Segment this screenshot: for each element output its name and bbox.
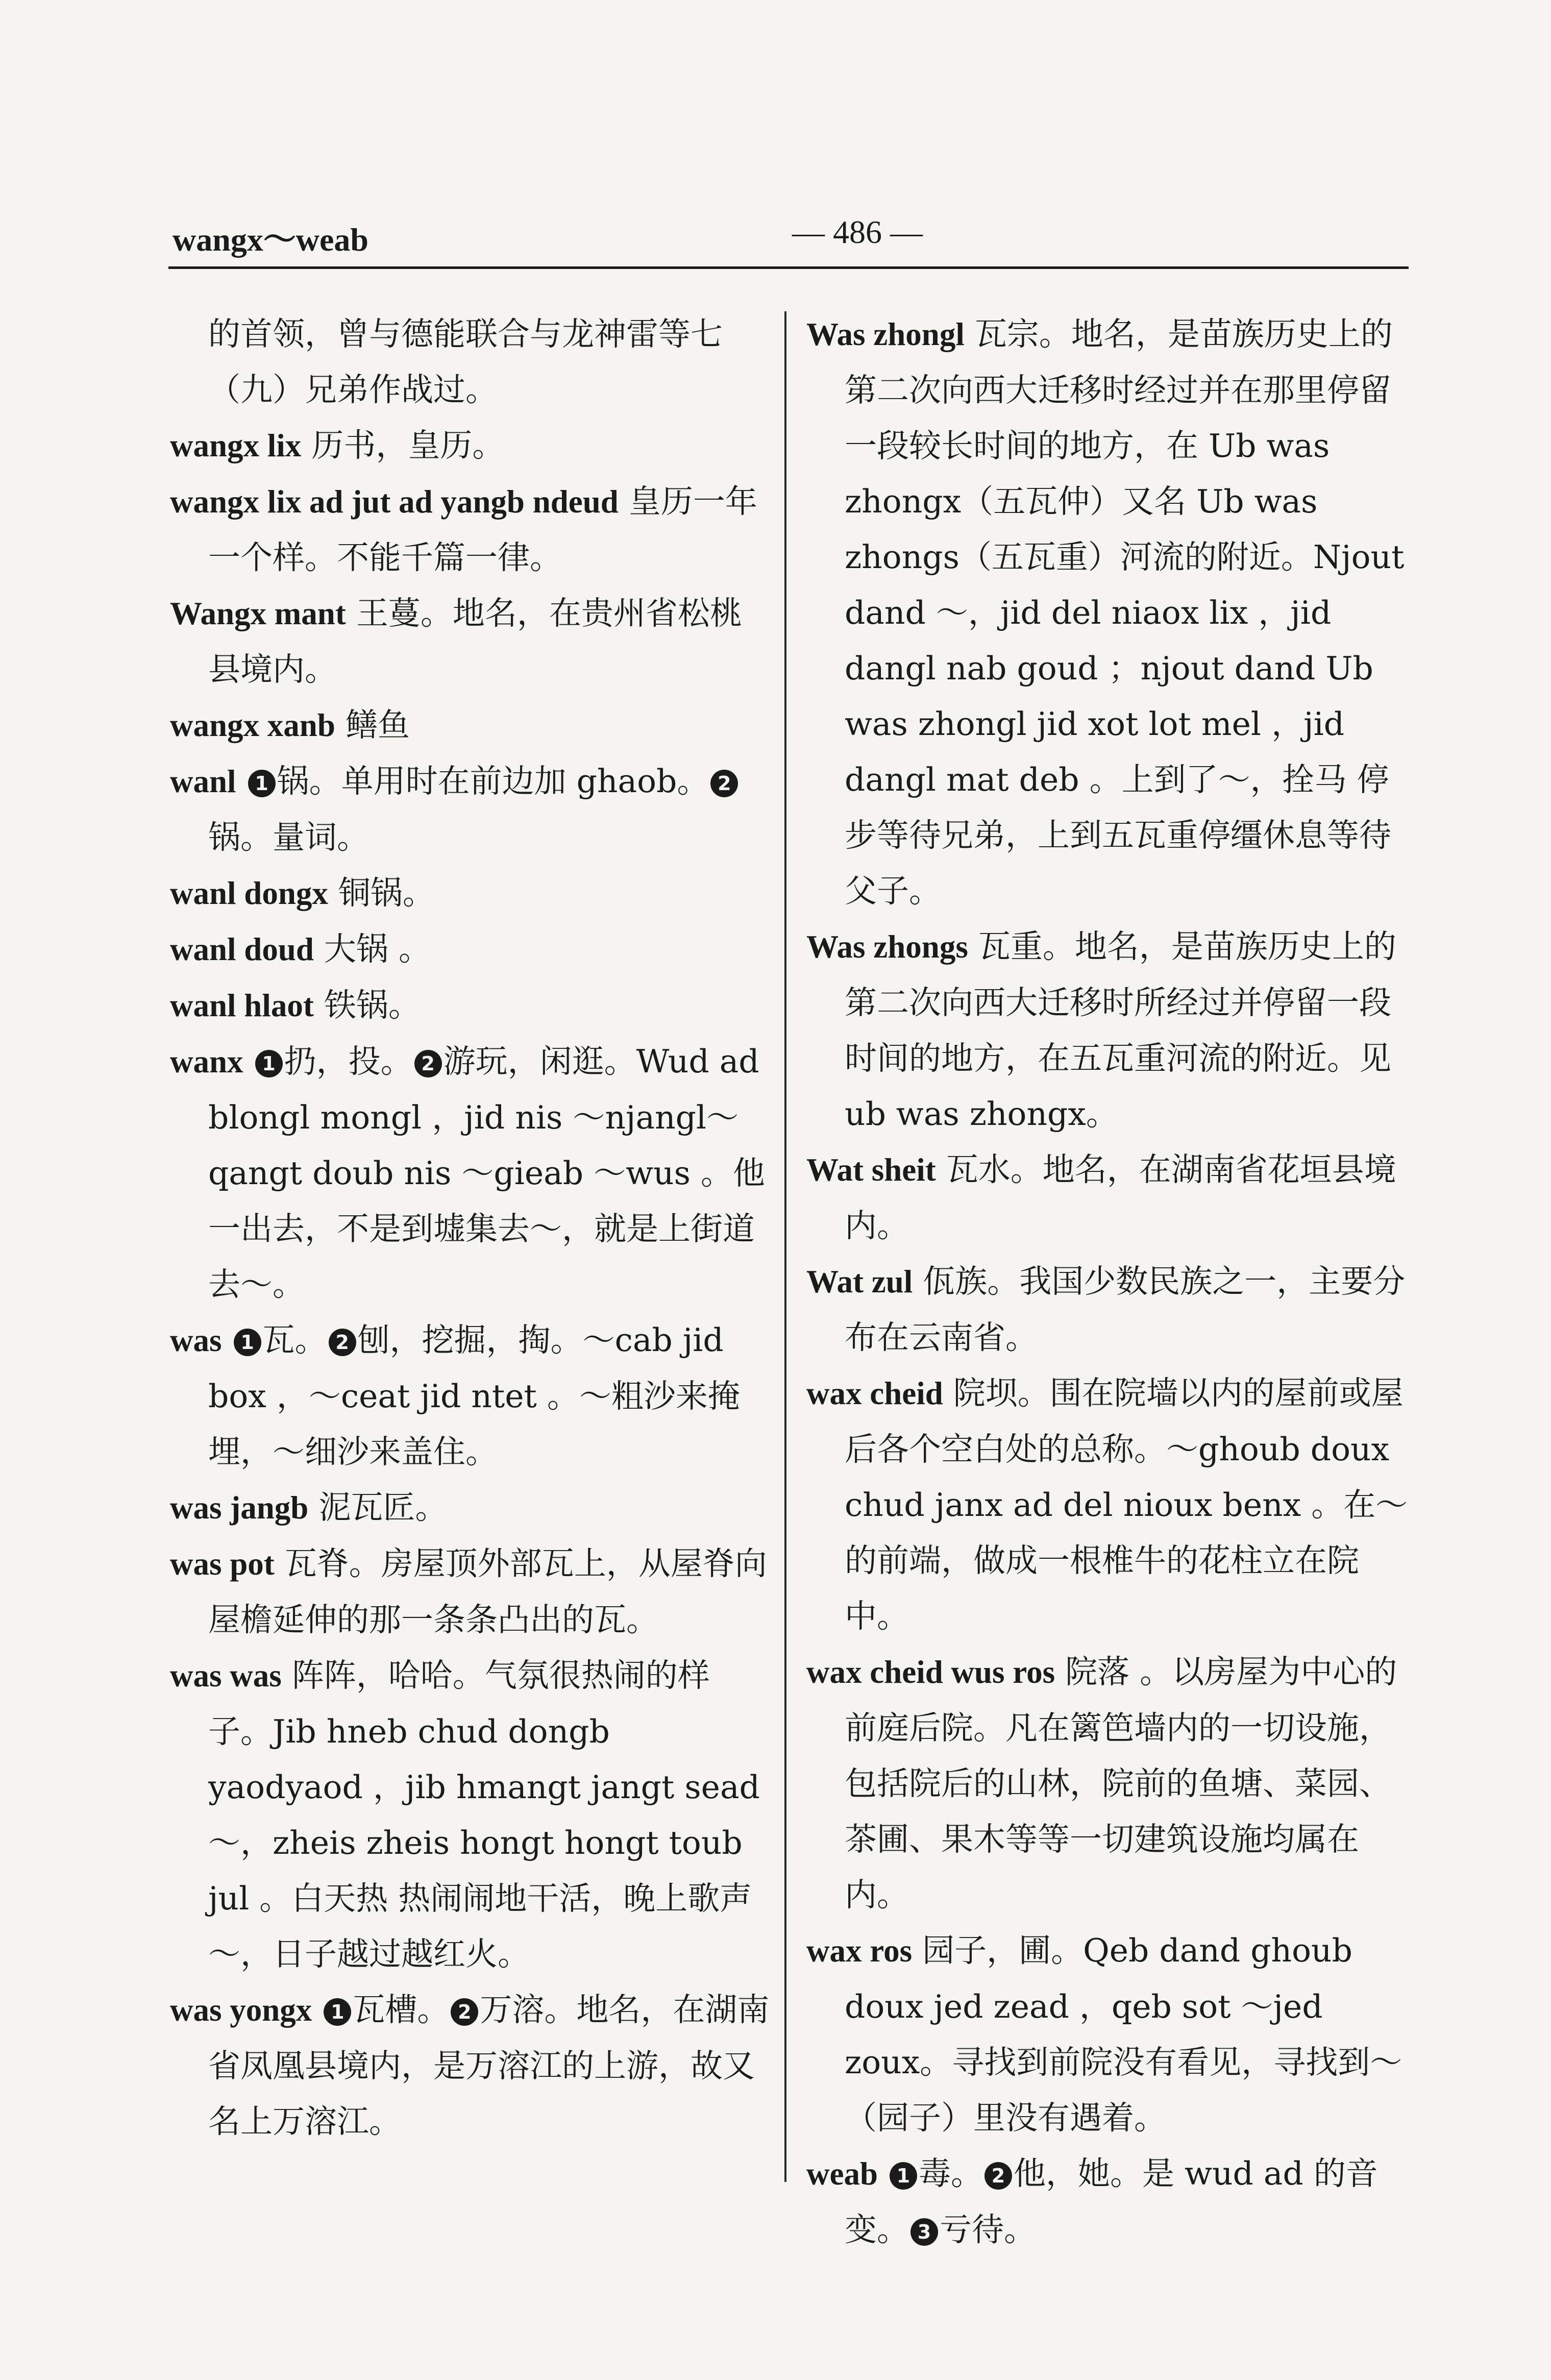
sense-number-marker: 1: [248, 770, 276, 797]
sense-text: 亏待。: [940, 2211, 1036, 2248]
headword: wangx xanb: [170, 707, 335, 743]
page-number: — 486 —: [792, 214, 923, 250]
headword: Was zhongl: [806, 316, 965, 352]
headword: wanx: [170, 1044, 243, 1079]
dictionary-entry: [170, 865, 771, 921]
sense-number-marker: 1: [234, 1329, 261, 1356]
headword: Wangx mant: [170, 596, 346, 631]
header-rule: [168, 266, 1409, 269]
definition: 阵阵，哈哈。气氛很热闹的样子。Jib hneb chud dongb yaodyaod ，jib hmangt jangt sead ～，zheis zheis hongt hongt toub jul 。白天热 热闹闹地干活，晚上歌声～，日子越过越红火。: [208, 1657, 760, 1973]
left-column: [170, 306, 771, 2149]
dictionary-entry: [806, 1923, 1409, 2146]
headword: weab: [806, 2156, 878, 2192]
definition: 瓦脊。房屋顶外部瓦上，从屋脊向屋檐延伸的那一条条凸出的瓦。: [208, 1545, 767, 1638]
definition: 皇历一年一个样。不能千篇一律。: [208, 483, 757, 576]
dictionary-entry: [806, 1644, 1409, 1923]
definition: 铜锅。: [328, 874, 435, 912]
sense-number-marker: 1: [890, 2162, 917, 2190]
sense-number-marker: 3: [910, 2218, 938, 2246]
sense-text: 扔，投。: [284, 1043, 413, 1080]
dictionary-entry: [170, 418, 771, 474]
definition: 王蔓。地名，在贵州省松桃县境内。: [208, 595, 742, 688]
dictionary-entry: [170, 1982, 771, 2149]
dictionary-entry: [170, 977, 771, 1034]
sense-number-marker: 1: [255, 1050, 283, 1077]
column-divider: [784, 311, 786, 2182]
headword: wax ros: [806, 1933, 913, 1969]
headword: wanl hlaot: [170, 988, 314, 1023]
sense-text: 锅。量词。: [208, 819, 369, 856]
sense-text: 游玩，闲逛。Wud ad blongl mongl ，jid nis ～njangl～qangt doub nis ～gieab ～wus 。他一出去，不是到墟集去～，就是上街道去～。: [208, 1043, 765, 1303]
headword: wax cheid: [806, 1376, 943, 1411]
sense-number-marker: 2: [984, 2162, 1012, 2190]
dictionary-entry: [170, 921, 771, 977]
sense-number-marker: 2: [329, 1329, 356, 1356]
page-header: [168, 209, 1409, 271]
definition: 园子，圃。Qeb dand ghoub doux jed zead ，qeb sot ～jed zoux。寻找到前院没有看见，寻找到～（园子）里没有遇着。: [845, 1932, 1402, 2137]
dictionary-entry: [170, 1480, 771, 1536]
dictionary-entry: [806, 919, 1409, 1142]
sense-text: 刨，挖掘，掏。～cab jid box ，～ceat jid ntet 。～粗沙来掩埋，～细沙来盖住。: [208, 1321, 740, 1470]
definition: 佤族。我国少数民族之一，主要分布在云南省。: [845, 1263, 1406, 1356]
headword: Wat zul: [806, 1264, 913, 1299]
sense-text: 他，她。是 wud ad 的音变。: [845, 2155, 1378, 2248]
headword: was pot: [170, 1546, 275, 1582]
dictionary-entry: [806, 1254, 1409, 1365]
dictionary-entry: [170, 753, 771, 865]
dictionary-entry: [170, 697, 771, 753]
headword: was yongx: [170, 1992, 312, 2028]
definition: 院落 。以房屋为中心的前庭后院。凡在篱笆墙内的一切设施，包括院后的山林，院前的鱼塘、菜园、茶圃、果木等等一切建筑设施均属在内。: [845, 1653, 1397, 1913]
headword: wax cheid wus ros: [806, 1654, 1055, 1690]
continued-entry: [170, 306, 771, 418]
sense-number-marker: 2: [451, 1998, 478, 2026]
dictionary-entry: [170, 585, 771, 697]
sense-text: 瓦。: [262, 1321, 327, 1359]
definition: 瓦宗。地名，是苗族历史上的第二次向西大迁移时经过并在那里停留一段较长时间的地方，在 Ub was zhongx（五瓦仲）又名 Ub was zhongs（五瓦重）河流的附近。Njout dand ～，jid del niaox lix ，jid dangl nab goud ；njout dand Ub was zhongl jid xot lot mel ，jid dangl mat deb 。上到了～，拴马 停步等待兄弟，上到五瓦重停缰休息等待父子。: [845, 315, 1405, 910]
headword: Wat sheit: [806, 1152, 936, 1188]
dictionary-entry: [806, 1365, 1409, 1644]
definition: 瓦重。地名，是苗族历史上的第二次向西大迁移时所经过并停留一段时间的地方，在五瓦重河流的附近。见 ub was zhongx。: [845, 928, 1396, 1133]
sense-text: 万溶。地名，在湖南省凤凰县境内，是万溶江的上游，故又名上万溶江。: [208, 1991, 770, 2140]
definition: 院坝。围在院墙以内的屋前或屋后各个空白处的总称。～ghoub doux chud janx ad del nioux benx 。在～的前端，做成一根椎牛的花柱立在院中。: [845, 1375, 1408, 1635]
headword: Was zhongs: [806, 929, 968, 965]
dictionary-entry: [806, 2146, 1409, 2258]
headword: was: [170, 1322, 222, 1358]
dictionary-entry: [806, 306, 1409, 919]
headword: wanl: [170, 764, 236, 799]
sense-number-marker: 1: [324, 1998, 351, 2026]
headword: wangx lix: [170, 428, 302, 463]
definition: 铁锅。: [313, 987, 421, 1024]
headword: was jangb: [170, 1490, 309, 1526]
running-head: wangx～weab: [173, 222, 369, 258]
dictionary-entry: [170, 1536, 771, 1648]
headword: wanl dongx: [170, 875, 328, 911]
sense-number-marker: 2: [710, 770, 738, 797]
dictionary-entry: [170, 1034, 771, 1312]
dictionary-entry: [170, 1648, 771, 1982]
sense-text: 毒。: [919, 2155, 983, 2192]
right-column: [806, 306, 1409, 2258]
definition: 瓦水。地名，在湖南省花垣县境内。: [845, 1151, 1396, 1244]
dictionary-entry: [806, 1142, 1409, 1254]
definition: 历书，皇历。: [301, 427, 505, 464]
dictionary-entry: [170, 474, 771, 585]
sense-text: 锅。单用时在前边加 ghaob。: [277, 763, 709, 800]
headword: was was: [170, 1658, 282, 1694]
dictionary-entry: [170, 1312, 771, 1480]
definition: 鳝鱼: [335, 706, 410, 744]
headword: wangx lix ad jut ad yangb ndeud: [170, 484, 619, 520]
definition: 大锅 。: [313, 930, 431, 968]
sense-text: 瓦槽。: [353, 1991, 450, 2028]
definition: 泥瓦匠。: [308, 1489, 448, 1526]
continued-text: 的首领，曾与德能联合与龙神雷等七（九）兄弟作战过。: [208, 315, 723, 408]
sense-number-marker: 2: [414, 1050, 442, 1077]
headword: wanl doud: [170, 931, 314, 967]
